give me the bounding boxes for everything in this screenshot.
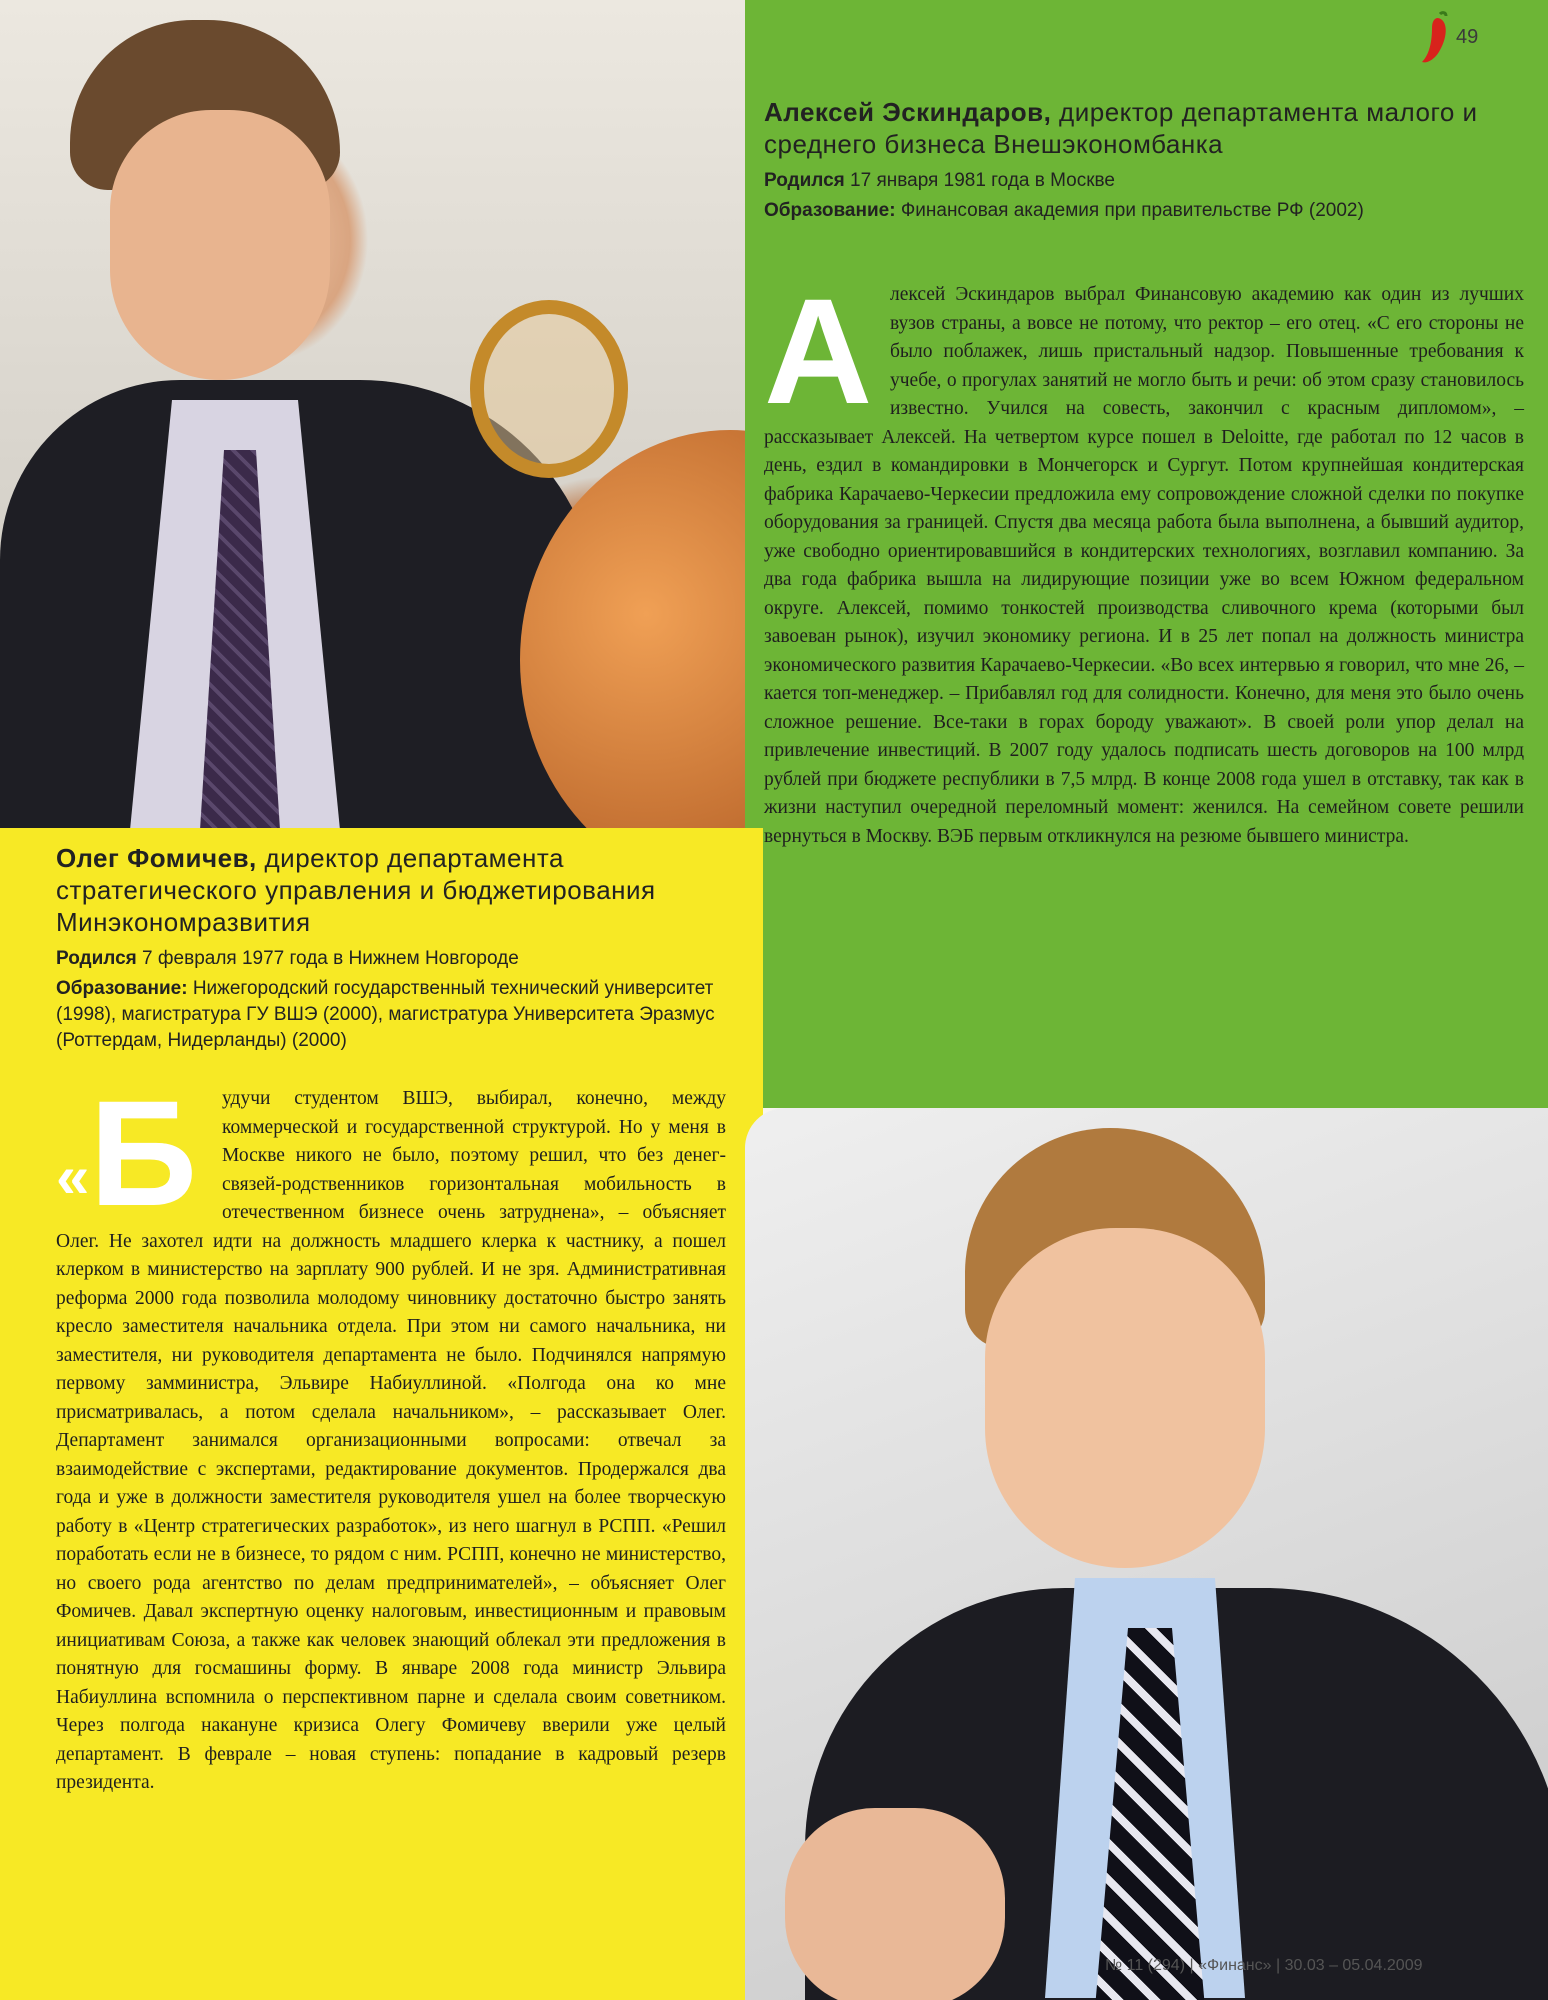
drop-cap: [56, 1069, 206, 1237]
born-text: 7 февраля 1977 года в Нижнем Новгороде: [136, 948, 519, 969]
left-profile-header: [56, 842, 726, 1054]
born-label: Родился: [764, 170, 845, 191]
page-number: 49: [1456, 26, 1479, 48]
drop-cap-letter: Б: [89, 1069, 198, 1237]
education-text: Финансовая академия при правительстве РФ (2002): [895, 200, 1364, 221]
right-profile-article: [764, 267, 1524, 851]
right-profile-header: [764, 96, 1524, 224]
issue-footer: № 11 (294) | «Финанс» | 30.03 – 05.04.2009: [1105, 1957, 1423, 1974]
born-text: 17 января 1981 года в Москве: [844, 170, 1116, 191]
left-profile-education: [56, 976, 726, 1054]
education-text: Нижегородский государственный технический университет (1998), магистратура ГУ ВШЭ (2000), магистратура Университета Эразмус (Роттердам, Нидерланды) (2000): [56, 978, 715, 1051]
right-profile-position: директор департамента малого и среднего бизнеса Внешэкономбанка: [764, 97, 1478, 159]
right-profile-name: Алексей Эскиндаров,: [764, 97, 1052, 127]
photo-oleg-fomichev: [0, 0, 745, 828]
education-label: Образование:: [764, 200, 896, 221]
article-body: лексей Эскиндаров выбрал Финансовую академию как один из лучших вузов страны, а вовсе не потому, что ректор – его отец. «С его стороны не было поблажек, лишь пристальный надзор. Повышенные требования к учебе, о прогулах занятий не могло быть и речи: об этом сразу становилось известно. Учился на совесть, закончил с красным дипломом», – рассказывает Алексей. На четвертом курсе пошел в Deloitte, где работал по 12 часов в день, ездил в командировки в Мончегорск и Сургут. Потом крупнейшая кондитерская фабрика Карачаево-Черкесии предложила ему сопровождение сложной сделки по покупке оборудования за границей. Спустя два месяца работа была выполнена, а бывший аудитор, уже свободно ориентировавшийся в кондитерских технологиях, возглавил компанию. За два года фабрика вышла на лидирующие позиции уже во всем Южном федеральном округе. Алексей, помимо тонкостей производства сливочного крема (которыми был завоеван рынок), изучил экономику региона. И в 25 лет попал на должность министра экономического развития Карачаево-Черкесии. «Во всех интервью я говорил, что мне 26, – кается топ-менеджер. – Прибавлял год для солидности. Конечно, для меня это было очень сложное решение. Все-таки в горах бороду уважают». В своей роли упор делал на привлечение инвестиций. В 2007 году удалось подписать шесть договоров на 100 млрд рублей при бюджете республики в 7,5 млрд. В конце 2008 года ушел в отставку, так как в жизни наступил очередной переломный момент: женился. На семейном совете решили вернуться в Москву. ВЭБ первым откликнулся на резюме бывшего министра.: [764, 284, 1524, 847]
chili-pepper-icon: [1418, 10, 1452, 66]
left-profile-position: директор департамента стратегического управления и бюджетирования Минэкономразвития: [56, 843, 656, 937]
education-label: Образование:: [56, 978, 188, 999]
right-profile-born: [764, 168, 1524, 194]
left-profile-article: [56, 1069, 726, 1798]
drop-cap: А: [764, 267, 873, 435]
article-body: удучи студентом ВШЭ, выбирал, конечно, между коммерческой и государственной структурой. Но у меня в Москве никого не было, поэтому решил, что без денег-связей-родственников горизонтальная мобильность в отечественном бизнесе очень затруднена», – объясняет Олег. Не захотел идти на должность младшего клерка к частнику, а пошел клерком в министерство на зарплату 900 рублей. И не зря. Административная реформа 2000 года позволила молодому чиновнику достаточно быстро занять кресло заместителя начальника отдела. При этом ни самого начальника, ни заместителя, ни руководителя департамента не было. Подчинялся напрямую первому замминистра, Эльвире Набиуллиной. «Полгода она ко мне присматривалась, а потом сделала начальником», – рассказывает Олег. Департамент занимался организационными вопросами: отвечал за взаимодействие с экспертами, редактирование документов. Продержался два года и уже в должности заместителя руководителя ушел на более творческую работу в «Центр стратегических разработок», из него шагнул в РСПП. «Решил поработать если не в бизнесе, то рядом с ним. РСПП, конечно не министерство, но своего рода агентство по делам предпринимателей», – объясняет Олег Фомичев. Давал экспертную оценку налоговым, инвестиционным и правовым инициативам Союза, а также как человек знающий облекал эти предложения в понятную для госмашины форму. В январе 2008 года министр Эльвира Набиуллина вспомнила о перспективном парне и сделала своим советником. Через полгода накануне кризиса Олегу Фомичеву вверили уже целый департамент. В феврале – новая ступень: попадание в кадровый резерв президента.: [56, 1088, 726, 1793]
left-profile-born: [56, 946, 726, 972]
left-profile-title: [56, 842, 726, 938]
photo-aleksey-eskindarov: [745, 1108, 1548, 2000]
left-profile-name: Олег Фомичев,: [56, 843, 257, 873]
right-profile-title: [764, 96, 1524, 160]
quote-mark: «: [56, 1143, 90, 1210]
right-profile-education: [764, 198, 1524, 224]
born-label: Родился: [56, 948, 137, 969]
